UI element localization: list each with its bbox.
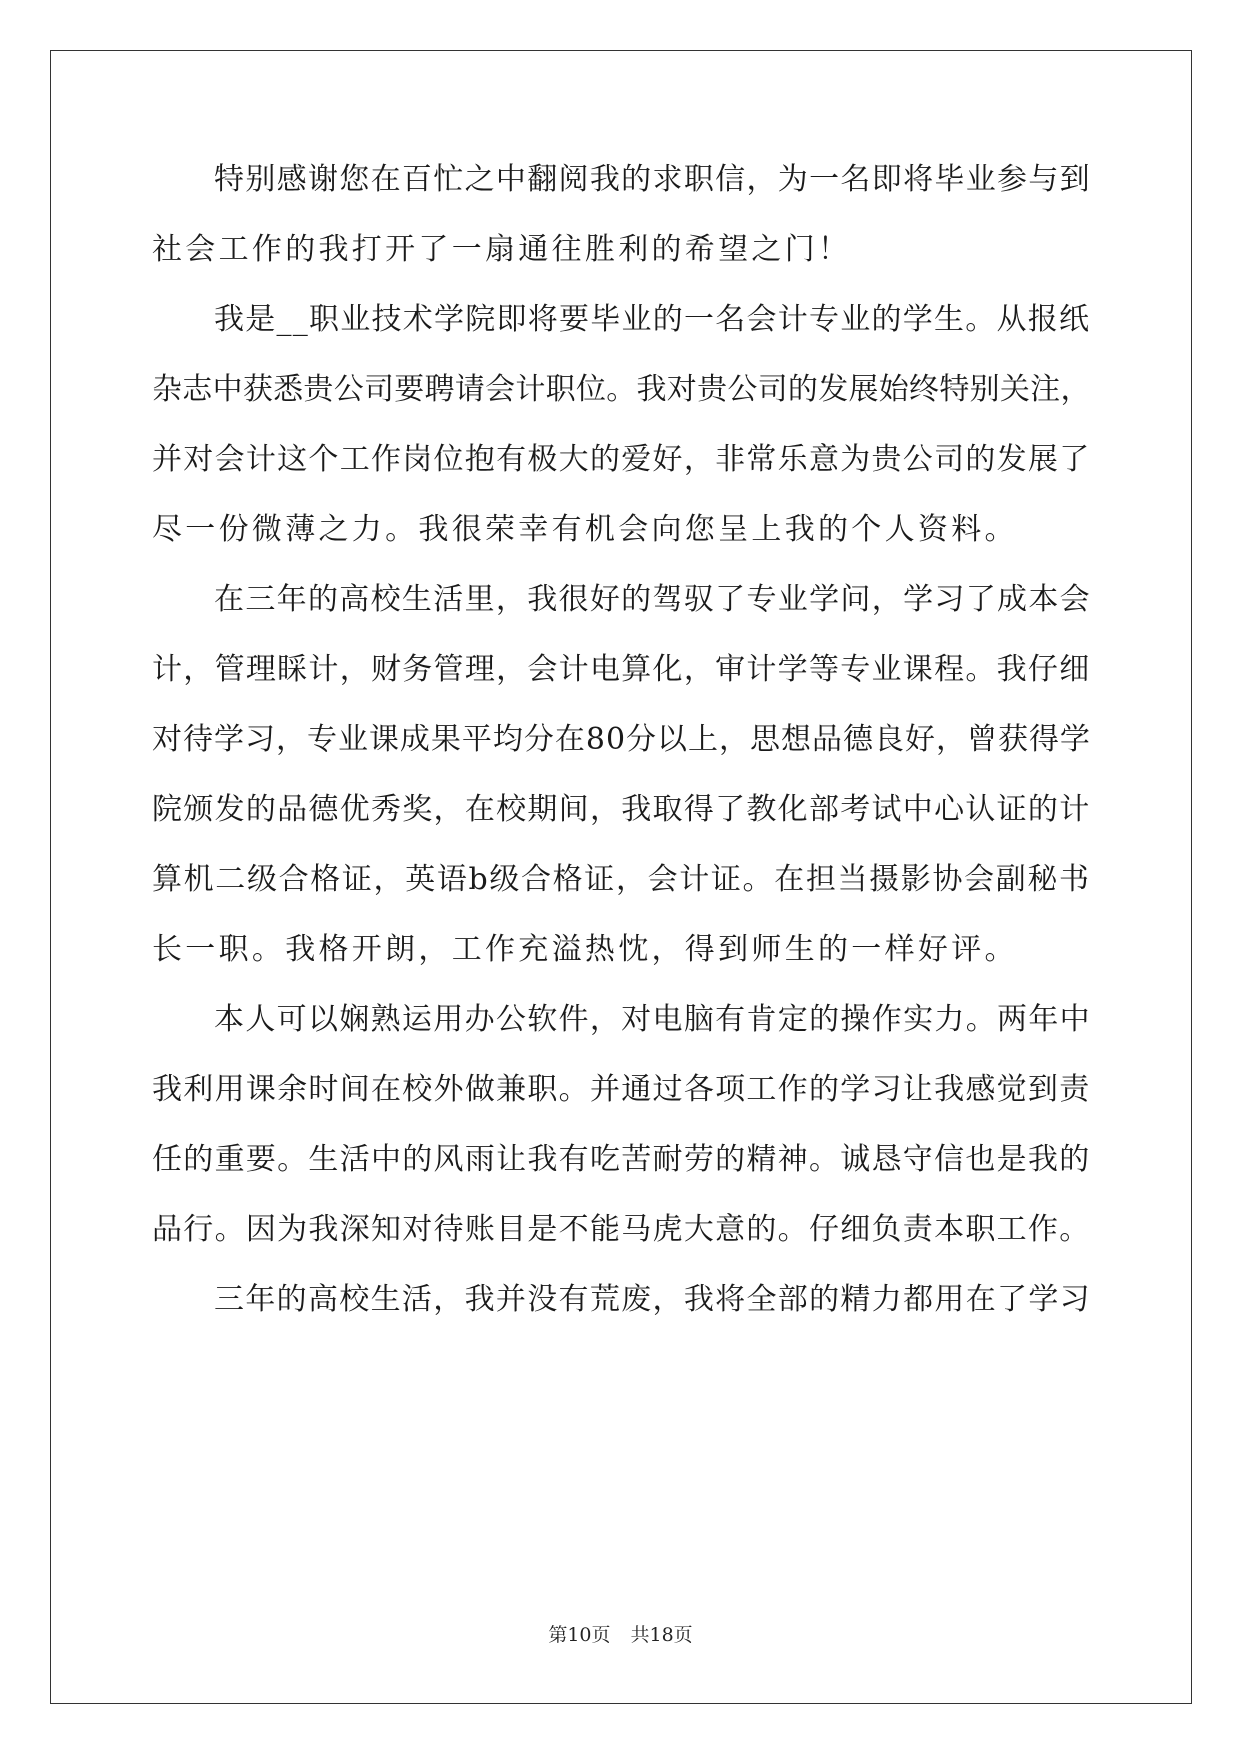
paragraph-2-line-2: 杂志中获悉贵公司要聘请会计职位。我对贵公司的发展始终特别关注， [152,372,1091,407]
paragraph-5-line-1: 三年的高校生活，我并没有荒废，我将全部的精力都用在了学习 [214,1282,1091,1317]
paragraph-3-line-1: 在三年的高校生活里，我很好的驾驭了专业学问，学习了成本会 [214,582,1091,617]
paragraph-2-line-4: 尽一份微薄之力。我很荣幸有机会向您呈上我的个人资料。 [152,512,1018,547]
paragraph-4-line-4: 品行。因为我深知对待账目是不能马虎大意的。仔细负责本职工作。 [152,1212,1091,1247]
paragraph-3-line-4: 院颁发的品德优秀奖，在校期间，我取得了教化部考试中心认证的计 [152,792,1091,827]
paragraph-4-line-3: 任的重要。生活中的风雨让我有吃苦耐劳的精神。诚恳守信也是我的 [152,1142,1091,1177]
paragraph-3-line-6: 长一职。我格开朗，工作充溢热忱，得到师生的一样好评。 [152,932,1018,967]
paragraph-4-line-1: 本人可以娴熟运用办公软件，对电脑有肯定的操作实力。两年中 [214,1002,1091,1037]
paragraph-1-line-1: 特别感谢您在百忙之中翻阅我的求职信，为一名即将毕业参与到 [214,162,1091,197]
paragraph-4-line-2: 我利用课余时间在校外做兼职。并通过各项工作的学习让我感觉到责 [152,1072,1091,1107]
page-footer [0,1622,1241,1648]
paragraph-3-line-2: 计，管理睬计，财务管理，会计电算化，审计学等专业课程。我仔细 [152,652,1091,687]
paragraph-3-line-5: 算机二级合格证，英语b级合格证，会计证。在担当摄影协会副秘书 [152,862,1091,897]
page-number: 第10页 [548,1624,611,1646]
paragraph-2-line-1: 我是__职业技术学院即将要毕业的一名会计专业的学生。从报纸 [214,302,1091,337]
paragraph-3-line-3: 对待学习，专业课成果平均分在80分以上，思想品德良好，曾获得学 [152,722,1091,757]
page-total: 共18页 [630,1624,693,1646]
paragraph-1-line-2: 社会工作的我打开了一扇通往胜利的希望之门！ [152,232,852,267]
paragraph-2-line-3: 并对会计这个工作岗位抱有极大的爱好，非常乐意为贵公司的发展了 [152,442,1091,477]
